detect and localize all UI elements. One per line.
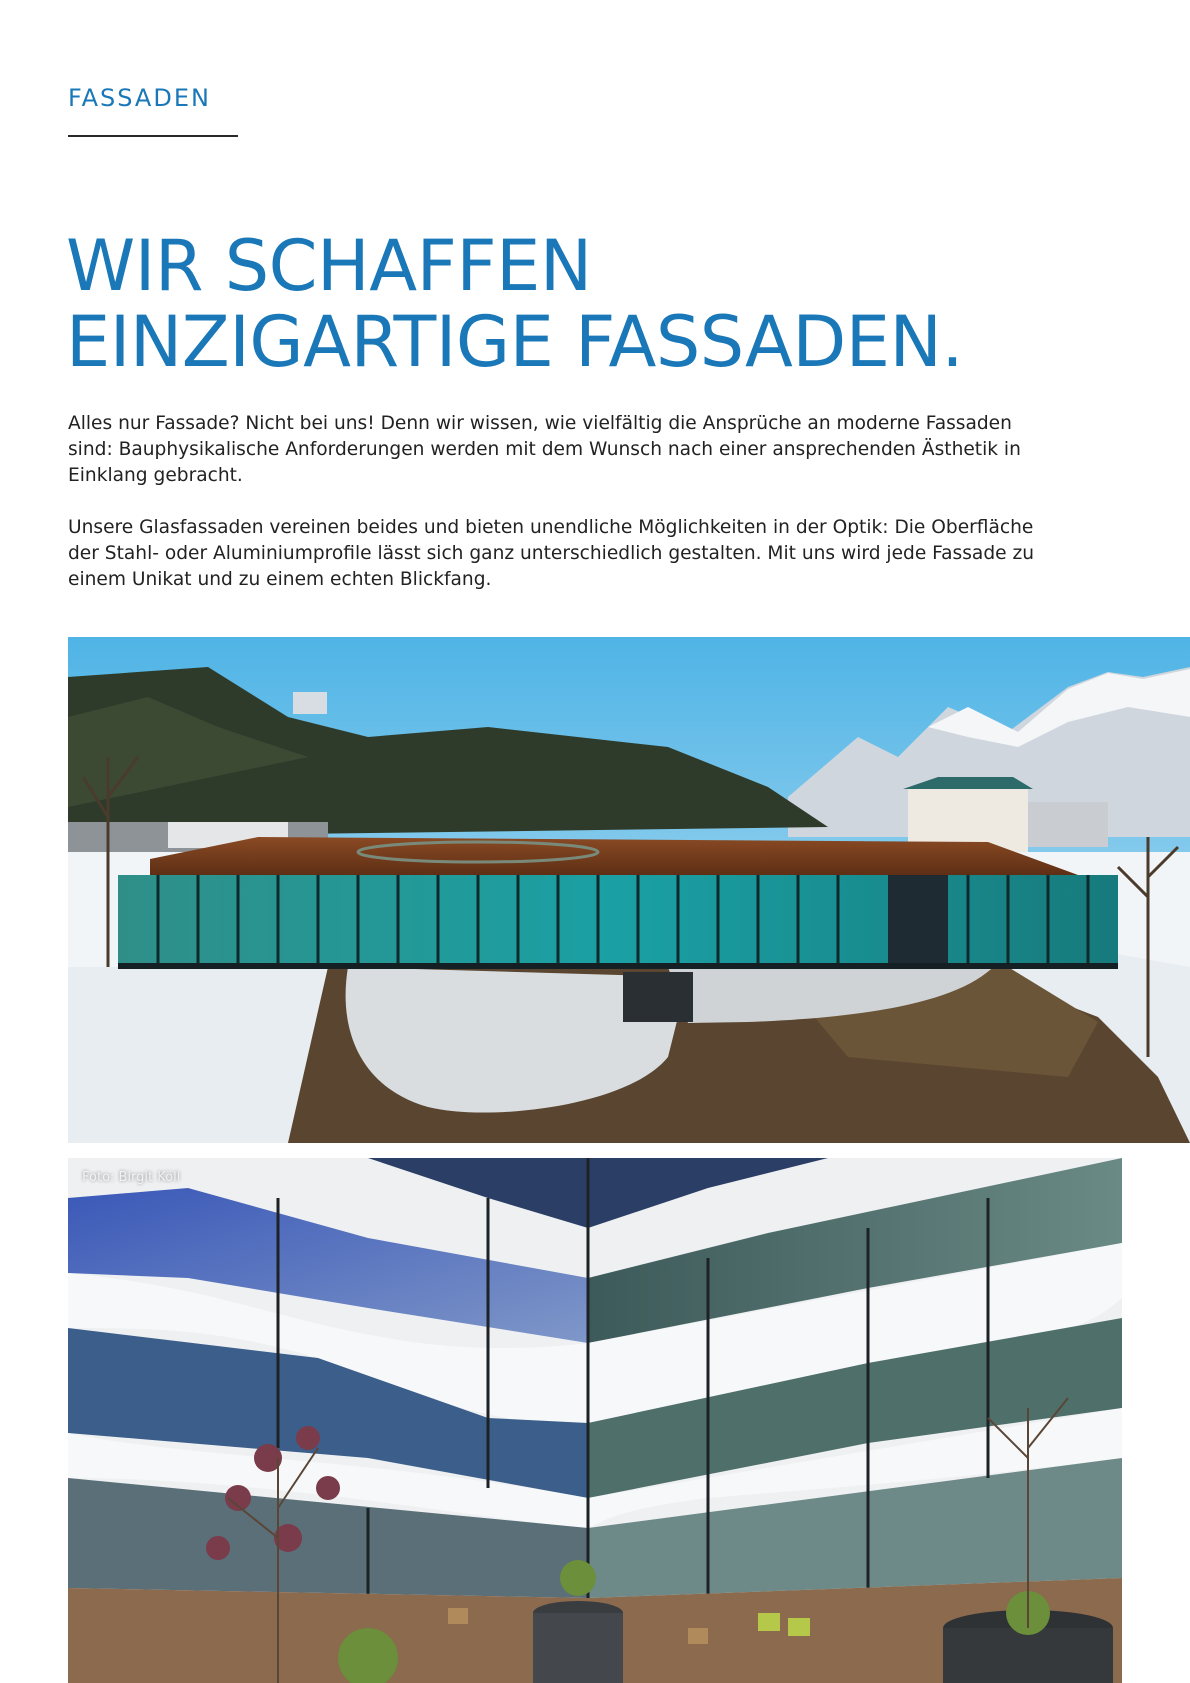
photo-credit: Foto: Birgit Köll	[82, 1170, 181, 1185]
headline-line-2: EINZIGARTIGE FASSADEN.	[66, 301, 964, 383]
headline-line-1: WIR SCHAFFEN	[66, 225, 592, 307]
section-label: FASSADEN	[68, 84, 211, 112]
section-divider	[68, 135, 238, 137]
intro-paragraph: Alles nur Fassade? Nicht bei uns! Denn wir wissen, wie vielfältig die Ansprüche an moderne Fassaden sind: Bauphysikalische Anforderungen werden mit dem Wunsch nach einer ansprechenden Ästhetik in Einklang gebracht.	[68, 413, 1021, 486]
detail-paragraph: Unsere Glasfassaden vereinen beides und bieten unendliche Möglichkeiten in der Optik: Die Oberfläche der Stahl- oder Aluminiumprofile lässt sich ganz unterschiedlich gestalten. Mit uns wird jede Fassade zu einem Unikat und zu einem echten Blickfang.	[68, 517, 1035, 590]
facade-photo-courtyard	[68, 1158, 1122, 1683]
facade-photo-mountain-building	[68, 637, 1190, 1143]
page-headline	[66, 225, 964, 383]
